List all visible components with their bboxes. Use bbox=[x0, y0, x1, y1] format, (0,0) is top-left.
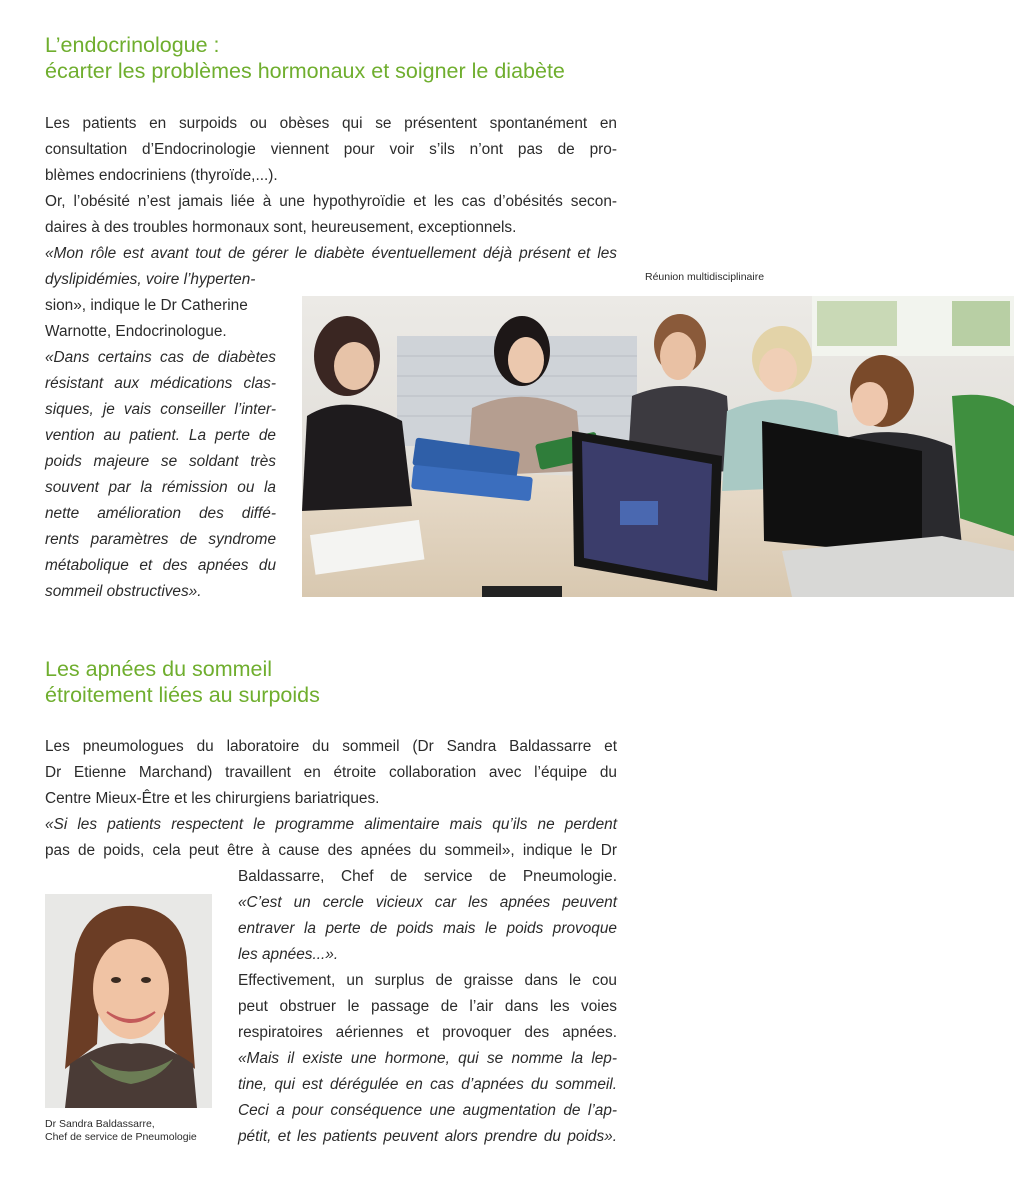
body-text-line: respiratoires aériennes et provoquer des apnées. bbox=[238, 1024, 617, 1041]
section-heading-endocrinologue bbox=[45, 32, 565, 84]
body-text-line: Baldassarre, Chef de service de Pneumologie. bbox=[238, 868, 617, 885]
body-text-line: Dr Etienne Marchand) travaillent en étroite collaboration avec l’équipe du bbox=[45, 764, 617, 781]
quote-text-line: rents paramètres de syndrome bbox=[45, 531, 276, 548]
portrait-caption-role: Chef de service de Pneumologie bbox=[45, 1131, 197, 1143]
body-text-line: sion», indique le Dr Catherine bbox=[45, 297, 248, 314]
body-text-line: Effectivement, un surplus de graisse dans le cou bbox=[238, 972, 617, 989]
portrait-photo bbox=[45, 894, 212, 1108]
quote-text-line: sommeil obstructives». bbox=[45, 583, 202, 600]
heading-line: étroitement liées au surpoids bbox=[45, 683, 320, 707]
quote-text-line: entraver la perte de poids mais le poids provoque bbox=[238, 920, 617, 937]
quote-text-line: vention au patient. La perte de bbox=[45, 427, 276, 444]
quote-text-line: tine, qui est dérégulée en cas d’apnées du sommeil. bbox=[238, 1076, 617, 1093]
quote-text-line: souvent par la rémission ou la bbox=[45, 479, 276, 496]
quote-text-line: siques, je vais conseiller l’inter- bbox=[45, 401, 276, 418]
body-text-line: blèmes endocriniens (thyroïde,...). bbox=[45, 167, 278, 184]
quote-text-line: «Mon rôle est avant tout de gérer le diabète éventuellement déjà présent et les bbox=[45, 245, 617, 262]
section-heading-apnees bbox=[45, 656, 320, 708]
body-text-line: peut obstruer le passage de l’air dans les voies bbox=[238, 998, 617, 1015]
body-text-line: Centre Mieux-Être et les chirurgiens bariatriques. bbox=[45, 790, 380, 807]
heading-line: écarter les problèmes hormonaux et soigner le diabète bbox=[45, 59, 565, 83]
body-text-line: pas de poids, cela peut être à cause des apnées du sommeil», indique le Dr bbox=[45, 842, 617, 859]
quote-text-line: «Si les patients respectent le programme alimentaire mais qu’ils ne perdent bbox=[45, 816, 617, 833]
portrait-caption-name: Dr Sandra Baldassarre, bbox=[45, 1118, 155, 1130]
body-text-line: Les pneumologues du laboratoire du sommeil (Dr Sandra Baldassarre et bbox=[45, 738, 617, 755]
quote-text-line: «C’est un cercle vicieux car les apnées peuvent bbox=[238, 894, 617, 911]
body-text-line: daires à des troubles hormonaux sont, heureusement, exceptionnels. bbox=[45, 219, 517, 236]
quote-text-line: nette amélioration des diffé- bbox=[45, 505, 276, 522]
photo-caption: Réunion multidisciplinaire bbox=[645, 271, 765, 283]
body-text-line: Or, l’obésité n’est jamais liée à une hypothyroïdie et les cas d’obésités secon- bbox=[45, 193, 617, 210]
heading-line: Les apnées du sommeil bbox=[45, 657, 273, 681]
quote-text-line: Ceci a pour conséquence une augmentation de l’ap- bbox=[238, 1102, 617, 1119]
quote-text-line: métabolique et des apnées du bbox=[45, 557, 276, 574]
meeting-photo bbox=[302, 296, 1014, 597]
heading-line: L’endocrinologue : bbox=[45, 33, 220, 57]
quote-text-line: «Dans certains cas de diabètes bbox=[45, 349, 276, 366]
body-text-line: consultation d’Endocrinologie viennent pour voir s’ils n’ont pas de pro- bbox=[45, 141, 617, 158]
body-text-line: Les patients en surpoids ou obèses qui se présentent spontanément en bbox=[45, 115, 617, 132]
quote-text-line: résistant aux médications clas- bbox=[45, 375, 276, 392]
quote-text-line: «Mais il existe une hormone, qui se nomme la lep- bbox=[238, 1050, 617, 1067]
quote-text-line: dyslipidémies, voire l’hyperten- bbox=[45, 271, 256, 288]
quote-text-line: poids majeure se soldant très bbox=[45, 453, 276, 470]
quote-text-line: les apnées...». bbox=[238, 946, 339, 963]
quote-text-line: pétit, et les patients peuvent alors prendre du poids». bbox=[238, 1128, 617, 1145]
body-text-line: Warnotte, Endocrinologue. bbox=[45, 323, 227, 340]
